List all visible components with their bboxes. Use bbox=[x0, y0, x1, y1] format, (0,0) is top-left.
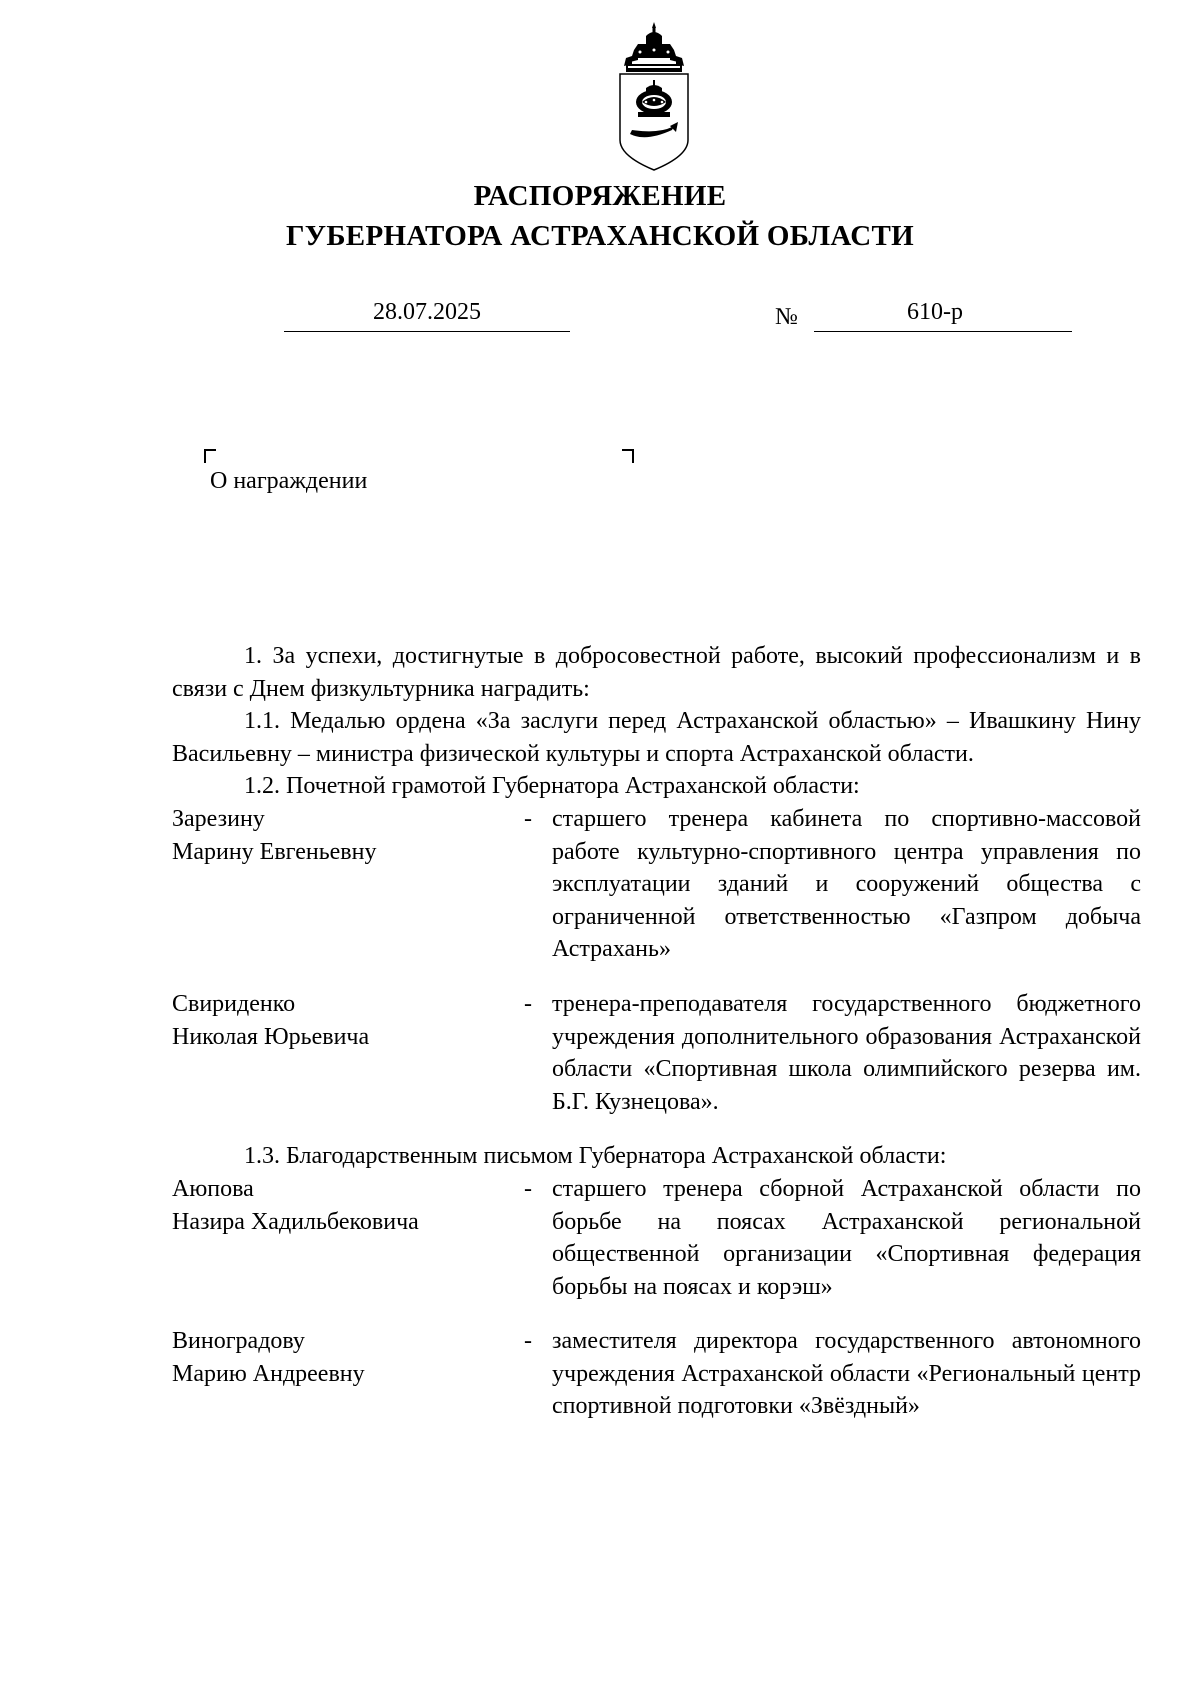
awardee-position: старшего тренера кабинета по спортивно-массовой работе культурно-спортивного центра управления по эксплуатации зданий и сооружений общества с ограниченной ответственностью «Газпром добыча Астрахань» bbox=[552, 805, 1141, 963]
award-entry bbox=[172, 1173, 1141, 1303]
paragraph-1: 1. За успехи, достигнутые в добросовестной работе, высокий профессионализм и в связи с Днем физкультурника наградить: bbox=[172, 643, 1141, 702]
award-entry bbox=[172, 803, 1141, 966]
award-entry bbox=[172, 988, 1141, 1118]
paragraph-1-2: 1.2. Почетной грамотой Губернатора Астраханской области: bbox=[244, 773, 860, 800]
awardee-position: старшего тренера сборной Астраханской области по борьбе на поясах Астраханской региональной общественной организации «Спортивная федерация борьбы на поясах и корэш» bbox=[552, 1175, 1141, 1300]
awardee-position: заместителя директора государственного автономного учреждения Астраханской области «Региональный центр спортивной подготовки «Звёздный» bbox=[552, 1328, 1141, 1420]
number-value: 610-р bbox=[907, 299, 963, 325]
document-subject: О награждении bbox=[210, 468, 368, 494]
date-field bbox=[284, 297, 570, 332]
awardee-surname: Зарезину bbox=[172, 805, 265, 832]
awardee-surname: Аюпова bbox=[172, 1175, 254, 1202]
awardee-name bbox=[172, 1325, 512, 1390]
awardee-given-names: Марину Евгеньевну bbox=[172, 838, 377, 865]
awardee-surname: Виноградову bbox=[172, 1328, 305, 1355]
paragraph-1-3: 1.3. Благодарственным письмом Губернатора Астраханской области: bbox=[244, 1143, 947, 1170]
awardee-given-names: Марию Андреевну bbox=[172, 1360, 365, 1387]
paragraph-1-1: 1.1. Медалью ордена «За заслуги перед Астраханской областью» – Ивашкину Нину Васильевну – министра физической культуры и спорта Астраханской области. bbox=[172, 708, 1141, 767]
left-corner-mark bbox=[204, 449, 216, 463]
number-field bbox=[814, 297, 1072, 332]
awardee-name bbox=[172, 988, 512, 1053]
document-issuer: ГУБЕРНАТОРА АСТРАХАНСКОЙ ОБЛАСТИ bbox=[286, 220, 914, 252]
awardee-given-names: Назира Хадильбековича bbox=[172, 1208, 419, 1235]
number-sign: № bbox=[775, 304, 798, 330]
entry-dash: - bbox=[524, 805, 532, 832]
right-corner-mark bbox=[622, 449, 634, 463]
awardee-position: тренера-преподавателя государственного бюджетного учреждения дополнительного образования Астраханской области «Спортивная школа олимпийского резерва им. Б.Г. Кузнецова». bbox=[552, 990, 1141, 1115]
award-entry bbox=[172, 1325, 1141, 1423]
awardee-name bbox=[172, 803, 512, 868]
entry-dash: - bbox=[524, 990, 532, 1017]
document-body bbox=[172, 640, 1141, 1423]
entry-dash: - bbox=[524, 1175, 532, 1202]
astrakhan-coat-of-arms-icon bbox=[616, 22, 692, 172]
entry-dash: - bbox=[524, 1328, 532, 1355]
date-value: 28.07.2025 bbox=[373, 299, 481, 325]
awardee-surname: Свириденко bbox=[172, 990, 296, 1017]
awardee-name bbox=[172, 1173, 512, 1238]
document-title: РАСПОРЯЖЕНИЕ bbox=[473, 180, 727, 212]
awardee-given-names: Николая Юрьевича bbox=[172, 1023, 370, 1050]
